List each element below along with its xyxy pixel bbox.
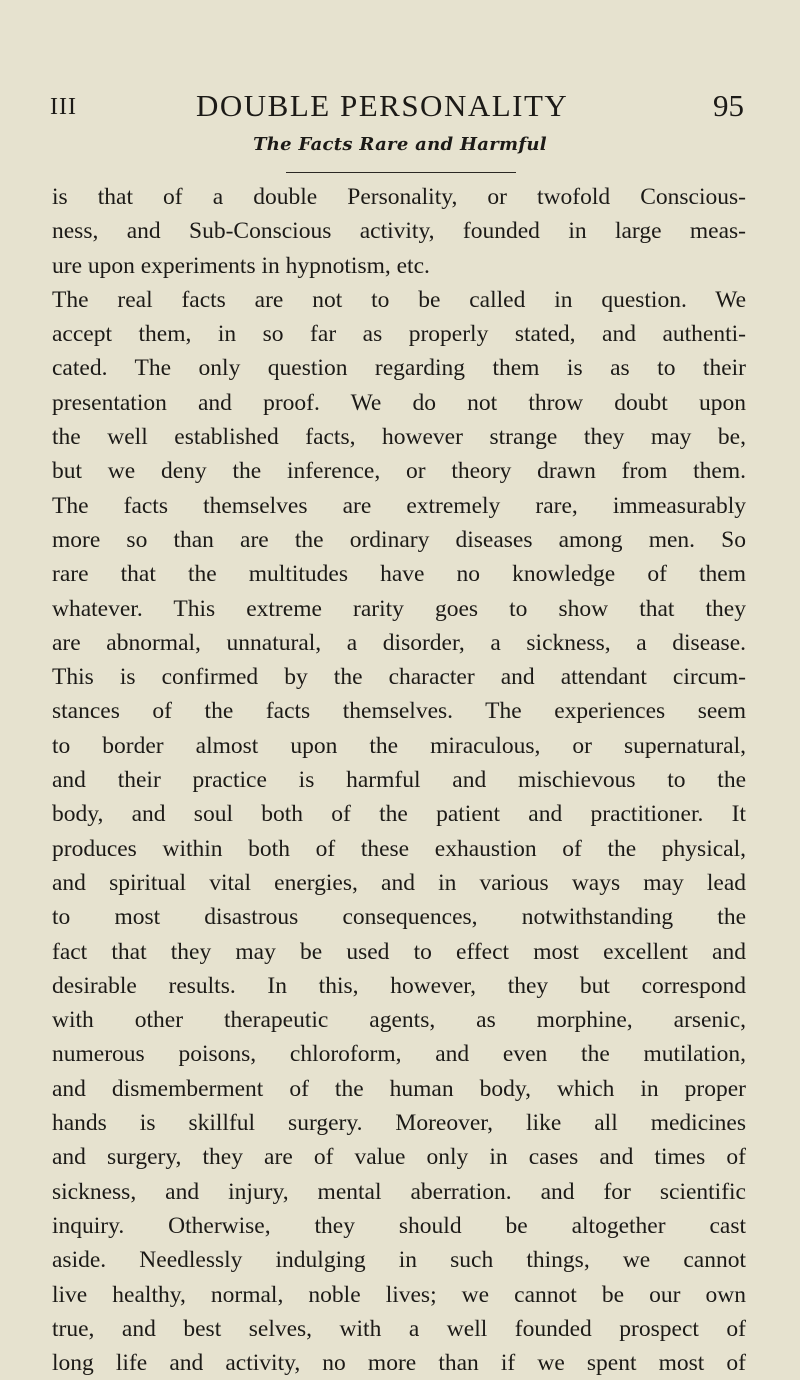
text-line: whatever. This extreme rarity goes to show that they bbox=[52, 595, 746, 622]
text-line: stances of the facts themselves. The experiences seem bbox=[52, 698, 746, 725]
text-line: This is confirmed by the character and attendant circum- bbox=[52, 664, 746, 691]
text-line: but we deny the inference, or theory drawn from them. bbox=[52, 458, 746, 485]
text-line: rare that the multitudes have no knowledge of them bbox=[52, 561, 746, 588]
text-line: to border almost upon the miraculous, or supernatural, bbox=[52, 732, 746, 759]
text-line: hands is skillful surgery. Moreover, like all medicines bbox=[52, 1110, 746, 1137]
text-line: accept them, in so far as properly stated, and authenti- bbox=[52, 321, 746, 348]
text-line: live healthy, normal, noble lives; we cannot be our own bbox=[52, 1281, 746, 1308]
running-title: DOUBLE PERSONALITY bbox=[196, 88, 569, 123]
text-line: are abnormal, unnatural, a disorder, a sickness, a disease. bbox=[52, 629, 746, 656]
text-line: numerous poisons, chloroform, and even the mutilation, bbox=[52, 1041, 746, 1068]
text-line: with other therapeutic agents, as morphine, arsenic, bbox=[52, 1007, 746, 1034]
text-line: aside. Needlessly indulging in such things, we cannot bbox=[52, 1247, 746, 1274]
heading-rule bbox=[286, 172, 516, 173]
body-text bbox=[52, 180, 746, 1380]
text-line: presentation and proof. We do not throw doubt upon bbox=[52, 389, 746, 416]
text-line: ure upon experiments in hypnotism, etc. bbox=[52, 252, 430, 279]
running-head bbox=[50, 66, 750, 123]
text-line: long life and activity, no more than if we spent most of bbox=[52, 1350, 746, 1377]
text-line: more so than are the ordinary diseases among men. So bbox=[52, 526, 746, 553]
text-line: body, and soul both of the patient and practitioner. It bbox=[52, 801, 746, 828]
text-line: The real facts are not to be called in question. We bbox=[52, 286, 746, 313]
text-line: inquiry. Otherwise, they should be altogether cast bbox=[52, 1212, 746, 1239]
text-line: produces within both of these exhaustion of the physical, bbox=[52, 835, 746, 862]
text-line: sickness, and injury, mental aberration. and for scientific bbox=[52, 1178, 746, 1205]
text-line: and their practice is harmful and mischievous to the bbox=[52, 767, 746, 794]
text-line: cated. The only question regarding them is as to their bbox=[52, 355, 746, 382]
text-line: ness, and Sub-Conscious activity, founded in large meas- bbox=[52, 218, 746, 245]
side-note-heading: The Facts Rare and Harmful bbox=[253, 134, 547, 155]
chapter-number: III bbox=[50, 94, 77, 120]
text-line: fact that they may be used to effect most excellent and bbox=[52, 938, 746, 965]
text-line: is that of a double Personality, or twofold Conscious- bbox=[52, 184, 746, 210]
page-number: 95 bbox=[713, 88, 744, 123]
text-line: desirable results. In this, however, they but correspond bbox=[52, 972, 746, 999]
text-line: true, and best selves, with a well founded prospect of bbox=[52, 1315, 746, 1342]
text-line: and surgery, they are of value only in cases and times of bbox=[52, 1144, 746, 1171]
text-line: and spiritual vital energies, and in various ways may lead bbox=[52, 869, 746, 896]
text-line: and dismemberment of the human body, which in proper bbox=[52, 1075, 746, 1102]
text-line: The facts themselves are extremely rare, immeasurably bbox=[52, 492, 746, 519]
text-line: to most disastrous consequences, notwithstanding the bbox=[52, 904, 746, 931]
text-line: the well established facts, however strange they may be, bbox=[52, 424, 746, 451]
